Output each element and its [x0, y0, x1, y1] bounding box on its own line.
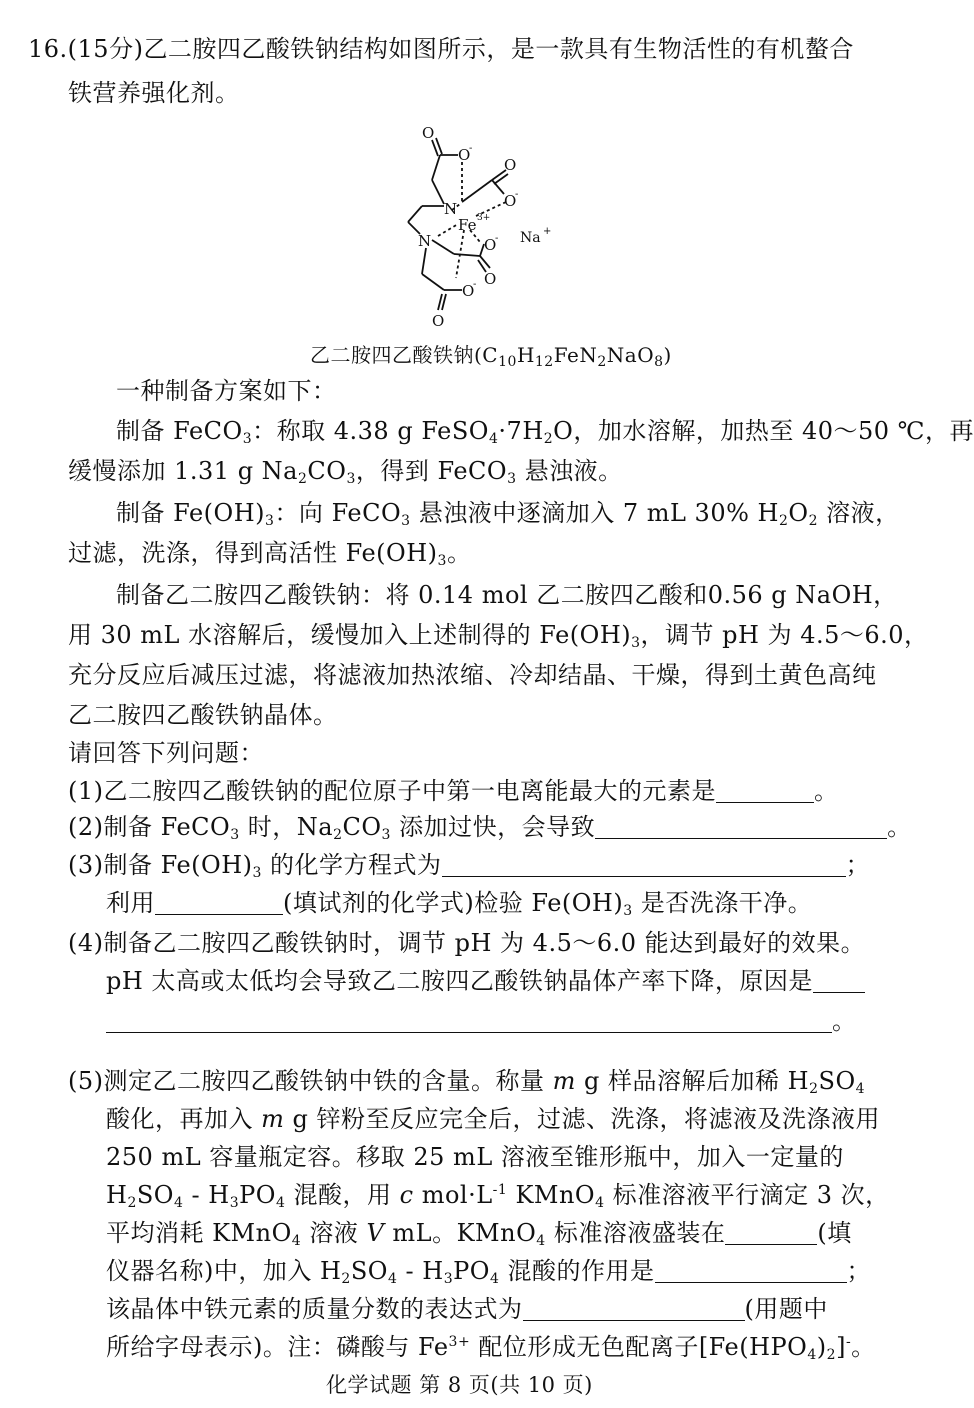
- charge-plus: +: [543, 226, 552, 237]
- answer-blank[interactable]: [813, 968, 865, 993]
- step2-line1: 制备 $Fe(OH)_3$：向 FeCO$_3$ 悬浊液中逐滴加入 7 mL 30% $H_2O_2$ 溶液，: [116, 499, 900, 529]
- charge-minus: -: [473, 279, 477, 290]
- answer-blank[interactable]: [655, 1258, 847, 1283]
- question-intro-cont: 铁营养强化剂。: [68, 79, 240, 107]
- atom-n: N: [444, 200, 458, 218]
- question-3-line2: 利用 (填试剂的化学式)检验 $Fe(OH)_3$ 是否洗涤干净。: [106, 889, 813, 919]
- charge-minus: -: [495, 233, 499, 244]
- atom-o: O: [504, 156, 517, 174]
- question-5-line7: 该晶体中铁元素的质量分数的表达式为 (用题中: [106, 1295, 828, 1323]
- answer-blank[interactable]: [523, 1296, 745, 1321]
- answer-blank[interactable]: [442, 852, 846, 877]
- step3-line1: 制备乙二胺四乙酸铁钠：将 0.14 mol 乙二胺四乙酸和0.56 g NaOH，: [116, 581, 898, 609]
- question-3-line1: (3)制备 $Fe(OH)_3$ 的化学方程式为 ；: [68, 851, 871, 881]
- answer-blank[interactable]: [725, 1220, 817, 1245]
- question-5-line5: 平均消耗 KMnO$_4$ 溶液 V mL。KMnO$_4$ 标准溶液盛装在 (填: [106, 1219, 852, 1249]
- answer-blank[interactable]: [595, 814, 887, 839]
- question-5-line2: 酸化，再加入 m g 锌粉至反应完全后，过滤、洗涤，将滤液及洗涤液用: [106, 1105, 881, 1133]
- question-5-line3: 250 mL 容量瓶定容。移取 25 mL 溶液至锥形瓶中，加入一定量的: [106, 1143, 844, 1171]
- answer-blank[interactable]: [106, 1008, 832, 1033]
- answer-blank[interactable]: [716, 778, 814, 803]
- atom-o: O: [484, 270, 497, 288]
- question-4-line3: 。: [106, 1004, 857, 1038]
- atom-o: O: [504, 192, 517, 210]
- atom-o: O: [458, 146, 471, 164]
- question-intro: 乙二胺四乙酸铁钠结构如图所示，是一款具有生物活性的有机螯合: [143, 35, 854, 63]
- question-4-line1: (4)制备乙二胺四乙酸铁钠时，调节 pH 为 4.5～6.0 能达到最好的效果。: [68, 929, 866, 957]
- question-5-line1: (5)测定乙二胺四乙酸铁钠中铁的含量。称量 m g 样品溶解后加稀 $H_2SO_4$: [68, 1067, 866, 1097]
- question-header: [28, 32, 854, 66]
- atom-fe: Fe: [458, 216, 477, 234]
- fe-charge: 3+: [477, 213, 491, 223]
- charge-minus: -: [515, 189, 519, 200]
- atom-na: Na: [520, 230, 541, 246]
- question-number: 16.: [28, 35, 68, 63]
- question-5-line4: $H_2SO_4 - H_3PO_4$ 混酸，用 c $mol\cdot L^{-1}$ KMnO$_4$ 标准溶液平行滴定 3 次，: [106, 1181, 890, 1211]
- atom-o: O: [432, 312, 445, 330]
- step3-line3: 充分反应后减压过滤，将滤液加热浓缩、冷却结晶、干燥，得到土黄色高纯: [68, 661, 877, 689]
- question-2: (2)制备 FeCO$_3$ 时，$Na_2CO_3$ 添加过快，会导致 。: [68, 813, 912, 843]
- figure-caption: 乙二胺四乙酸铁钠$(C_{10}H_{12}FeN_2NaO_8)$: [310, 343, 672, 370]
- charge-minus: -: [469, 143, 473, 154]
- step3-line2: 用 30 mL 水溶解后，缓慢加入上述制得的 $Fe(OH)_3$，调节 pH 为 4.5～6.0，: [68, 621, 929, 651]
- answer-blank[interactable]: [155, 890, 283, 915]
- question-5-line8: 所给字母表示)。注：磷酸与 $Fe^{3+}$ 配位形成无色配离子$[Fe(HPO_4)_2]^-$。: [106, 1333, 876, 1363]
- step2-line2: 过滤，洗涤，得到高活性 $Fe(OH)_3$。: [68, 539, 472, 569]
- questions-prompt: 请回答下列问题：: [68, 739, 264, 767]
- question-4-line2: pH 太高或太低均会导致乙二胺四乙酸铁钠晶体产率下降，原因是: [106, 964, 865, 998]
- step1-line2: 缓慢添加 1.31 g $Na_2CO_3$，得到 FeCO$_3$ 悬浊液。: [68, 457, 623, 487]
- scheme-title: 一种制备方案如下：: [116, 377, 337, 405]
- step3-line4: 乙二胺四乙酸铁钠晶体。: [68, 701, 338, 729]
- step1-line1: 制备 FeCO$_3$：称取 4.38 g $FeSO_4\cdot 7H_2O$，加水溶解，加热至 40～50 ℃，再: [116, 417, 974, 447]
- page-footer: 化学试题 第 8 页(共 10 页): [326, 1373, 593, 1397]
- question-1: (1)乙二胺四乙酸铁钠的配位原子中第一电离能最大的元素是 。: [68, 777, 839, 805]
- edta-fe-structure-diagram: [380, 118, 560, 332]
- atom-o: O: [422, 124, 435, 142]
- atom-o: O: [462, 282, 475, 300]
- atom-o: O: [484, 236, 497, 254]
- atom-n: N: [418, 232, 432, 250]
- question-5-line6: 仪器名称)中，加入 $H_2SO_4 - H_3PO_4$ 混酸的作用是 ；: [106, 1257, 871, 1287]
- question-score: (15分): [67, 35, 144, 63]
